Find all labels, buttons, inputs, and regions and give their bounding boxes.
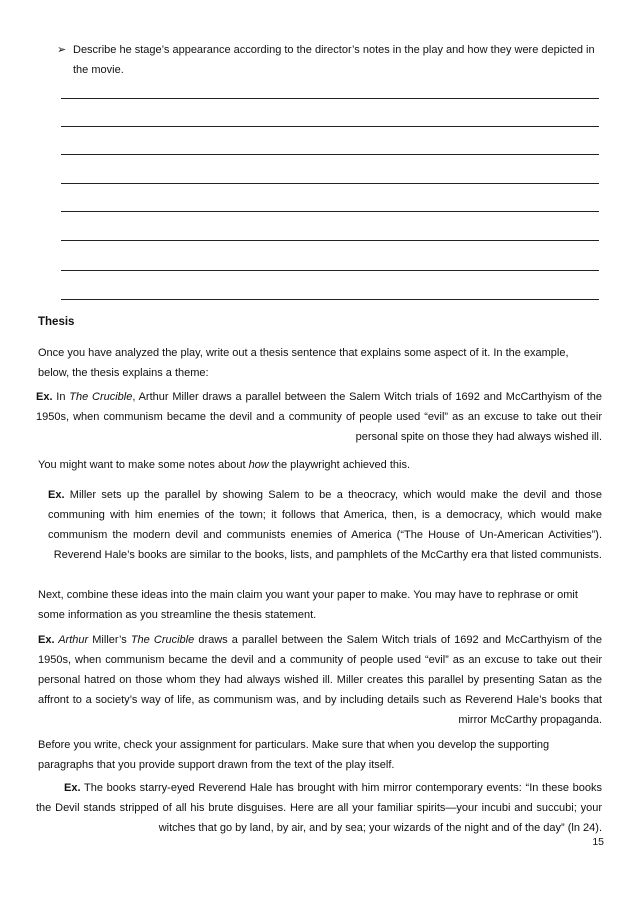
thesis-heading: Thesis <box>38 316 75 328</box>
example-3 <box>38 630 602 730</box>
example-1 <box>36 387 602 447</box>
example-label: Ex. <box>36 391 53 403</box>
example-text: In <box>52 391 70 403</box>
answer-line[interactable] <box>61 240 599 241</box>
question-text: Describe he stage’s appearance according to the director’s notes in the play and how they were depicted in the movie. <box>73 44 595 76</box>
play-title: The Crucible <box>130 634 195 646</box>
page-number: 15 <box>592 836 604 848</box>
notes-text: You might want to make some notes about <box>38 459 249 471</box>
example-text: Miller sets up the parallel by showing Salem to be a theocracy, which would make the devil and those communing with him enemies of the town; it follows that America, then, is a democracy, which would make communism the modern devil and communists enemies of America (“The House of Un-American Activities”). Reverend Hale’s books are similar to the books, lists, and pamphlets of the McCarthy era that listed communists. <box>48 489 602 561</box>
answer-line[interactable] <box>61 211 599 212</box>
example-text: draws a parallel between the Salem Witch trials of 1692 and McCarthyism of the 1950s, when communism became the devil and a community of people used “evil” as an excuse to take out their personal hatred on those whom they had always wished ill. Miller creates this parallel by presenting Satan as the affront to a society’s way of life, as communism was, and by including details such as Reverend Hale’s books that mirror McCarthy propaganda. <box>38 634 602 726</box>
answer-line[interactable] <box>61 98 599 99</box>
play-title: The Crucible <box>69 391 133 403</box>
example-2 <box>48 485 602 565</box>
example-text: Miller’s <box>88 634 131 646</box>
answer-line[interactable] <box>61 183 599 184</box>
example-label: Ex. <box>64 782 81 794</box>
answer-line[interactable] <box>61 126 599 127</box>
thesis-intro: Once you have analyzed the play, write out a thesis sentence that explains some aspect of it. In the example, below, the thesis explains a theme: <box>38 347 569 379</box>
notes-emphasis: how <box>248 459 269 471</box>
example-4 <box>36 778 602 838</box>
answer-line[interactable] <box>61 299 599 300</box>
example-text: , Arthur Miller draws a parallel between the Salem Witch trials of 1692 and McCarthyism of the 1950s, when communism became the devil and a community of people used “evil” as an excuse to take out their personal spite on those they had always wished ill. <box>36 391 602 443</box>
example-text: The books starry-eyed Reverend Hale has brought with him mirror contemporary events: “In these books the Devil stands stripped of all his brute disguises. Here are all your familiar spirits—your incubi and succubi; your witches that go by land, by air, and by sea; your wizards of the night and of the day” (ln 24). <box>36 782 602 834</box>
answer-line[interactable] <box>61 154 599 155</box>
author-name: Arthur <box>54 634 89 646</box>
arrow-bullet-icon: ➢ <box>57 44 67 56</box>
question-bullet <box>57 40 602 80</box>
notes-paragraph <box>38 455 600 475</box>
notes-text: the playwright achieved this. <box>268 459 410 471</box>
before-paragraph: Before you write, check your assignment for particulars. Make sure that when you develop the supporting paragraphs that you provide support drawn from the text of the play itself. <box>38 739 550 771</box>
example-label: Ex. <box>48 489 65 501</box>
answer-line[interactable] <box>61 270 599 271</box>
combine-paragraph: Next, combine these ideas into the main claim you want your paper to make. You may have to rephrase or omit some information as you streamline the thesis statement. <box>38 589 578 621</box>
example-label: Ex. <box>38 634 55 646</box>
